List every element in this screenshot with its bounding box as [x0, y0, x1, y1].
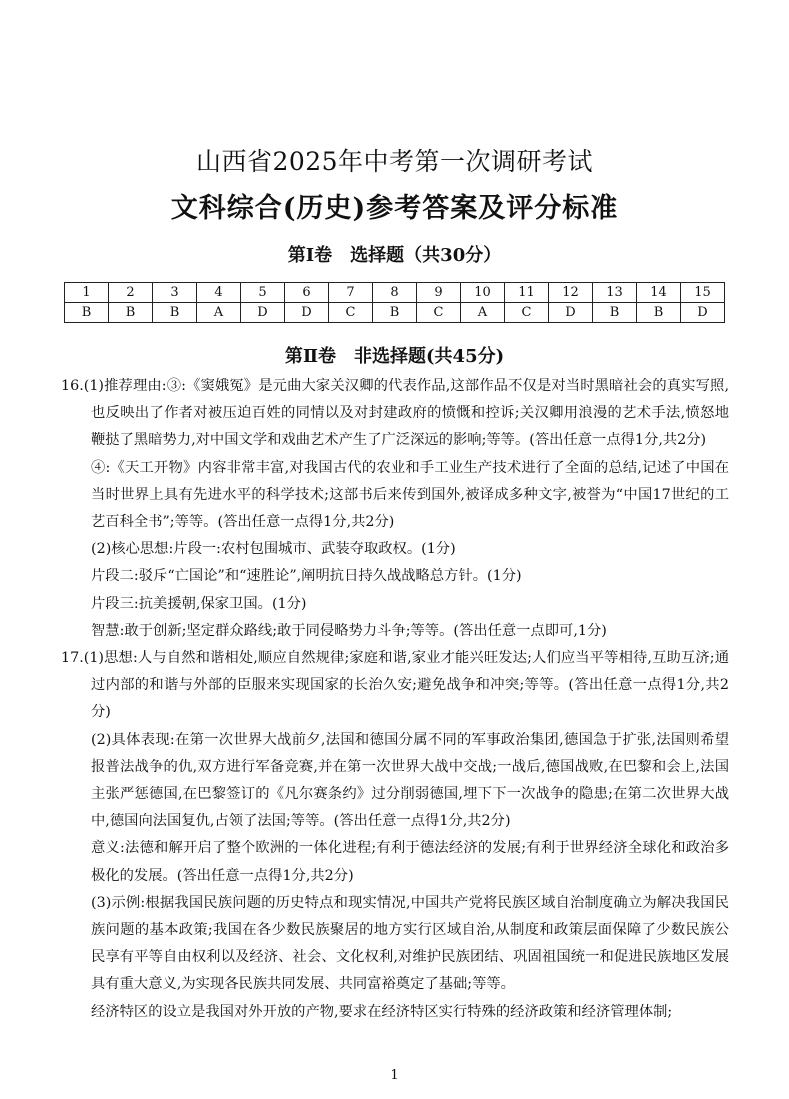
question-number-cell: 9 — [417, 283, 461, 303]
answer-paragraph: 经济特区的设立是我国对外开放的产物,要求在经济特区实行特殊的经济政策和经济管理体制; — [91, 1003, 673, 1020]
question-number-cell: 10 — [461, 283, 505, 303]
choice-answer-table — [64, 282, 725, 323]
answer-paragraph: 17.(1)思想:人与自然和谐相处,顺应自然规律;家庭和谐,家业才能兴旺发达;人们应当平等相待,互助互济;通过内部的和谐与外部的臣服来实现国家的长治久安;避免战争和冲突;等等。(答出任意一点得1分,共2分) — [61, 650, 729, 721]
answer-paragraph: 16.(1)推荐理由:③:《窦娥冤》是元曲大家关汉卿的代表作品,这部作品不仅是对当时黑暗社会的真实写照,也反映出了作者对被压迫百姓的同情以及对封建政府的愤慨和控诉;关汉卿用浪漫的艺术手法,愤怒地鞭挞了黑暗势力,对中国文学和戏曲艺术产生了广泛深远的影响;等等。(答出任意一点得1分,共2分) — [61, 378, 729, 449]
question-number-cell: 8 — [373, 283, 417, 303]
answer-cell: B — [153, 303, 197, 323]
answer-paragraph: (2)具体表现:在第一次世界大战前夕,法国和德国分属不同的军事政治集团,德国急于扩张,法国则希望报普法战争的仇,双方进行军备竞赛,并在第一次世界大战中交战;一战后,德国战败,在巴黎和会上,法国主张严惩德国,在巴黎签订的《凡尔赛条约》过分削弱德国,埋下下一次战争的隐患;在第二次世界大战中,德国向法国复仇,占领了法国;等等。(答出任意一点得1分,共2分) — [91, 731, 729, 830]
question-number-cell: 4 — [197, 283, 241, 303]
answer-key-title: 文科综合(历史)参考答案及评分标准 — [170, 193, 619, 224]
answer-paragraph: 片段三:抗美援朝,保家卫国。(1分) — [91, 595, 307, 612]
answer-cell: C — [329, 303, 373, 323]
answer-cell: B — [593, 303, 637, 323]
answer-cell: A — [461, 303, 505, 323]
question-number-cell: 6 — [285, 283, 329, 303]
answer-cell: A — [197, 303, 241, 323]
answer-cell: D — [241, 303, 285, 323]
question-number-cell: 2 — [109, 283, 153, 303]
answer-cell: B — [65, 303, 109, 323]
answer-cell: B — [637, 303, 681, 323]
section2-title: 第Ⅱ卷 非选择题(共45分) — [284, 346, 505, 367]
question-number-cell: 7 — [329, 283, 373, 303]
answer-cell: B — [373, 303, 417, 323]
question-number-cell: 15 — [681, 283, 725, 303]
question-number-row — [65, 283, 725, 303]
question-number-cell: 13 — [593, 283, 637, 303]
question-number-cell: 11 — [505, 283, 549, 303]
answer-cell: D — [549, 303, 593, 323]
answer-cell: D — [681, 303, 725, 323]
section1-title: 第Ⅰ卷 选择题（共30分） — [287, 245, 502, 266]
answer-cell: B — [109, 303, 153, 323]
question-number-cell: 3 — [153, 283, 197, 303]
answer-cell: C — [417, 303, 461, 323]
question-number-cell: 1 — [65, 283, 109, 303]
answer-cell: C — [505, 303, 549, 323]
answer-paragraph: (2)核心思想:片段一:农村包围城市、武装夺取政权。(1分) — [91, 541, 456, 558]
answer-cell: D — [285, 303, 329, 323]
answer-body — [61, 373, 729, 1026]
answer-paragraph: ④:《天工开物》内容非常丰富,对我国古代的农业和手工业生产技术进行了全面的总结,记述了中国在当时世界上具有先进水平的科学技术;这部书后来传到国外,被译成多种文字,被誉为“中国17世纪的工艺百科全书”;等等。(答出任意一点得1分,共2分) — [91, 459, 729, 531]
answer-paragraph: 智慧:敢于创新;坚定群众路线;敢于同侵略势力斗争;等等。(答出任意一点即可,1分) — [91, 622, 607, 639]
question-number-cell: 14 — [637, 283, 681, 303]
page-number: 1 — [390, 1068, 399, 1083]
answer-paragraph: (3)示例:根据我国民族问题的历史特点和现实情况,中国共产党将民族区域自治制度确立为解决我国民族问题的基本政策;我国在各少数民族聚居的地方实行区域自治,从制度和政策层面保障了少数民族公民享有平等自由权利以及经济、社会、文化权利,对维护民族团结、巩固祖国统一和促进民族地区发展具有重大意义,为实现各民族共同发展、共同富裕奠定了基础;等等。 — [91, 894, 729, 993]
question-number-cell: 12 — [549, 283, 593, 303]
answer-row — [65, 303, 725, 323]
question-number-cell: 5 — [241, 283, 285, 303]
answer-paragraph: 意义:法德和解开启了整个欧洲的一体化进程;有利于德法经济的发展;有利于世界经济全球化和政治多极化的发展。(答出任意一点得1分,共2分) — [91, 840, 729, 884]
answer-paragraph: 片段二:驳斥“亡国论”和“速胜论”,阐明抗日持久战战略总方针。(1分) — [91, 568, 522, 585]
exam-title: 山西省2025年中考第一次调研考试 — [195, 147, 594, 176]
